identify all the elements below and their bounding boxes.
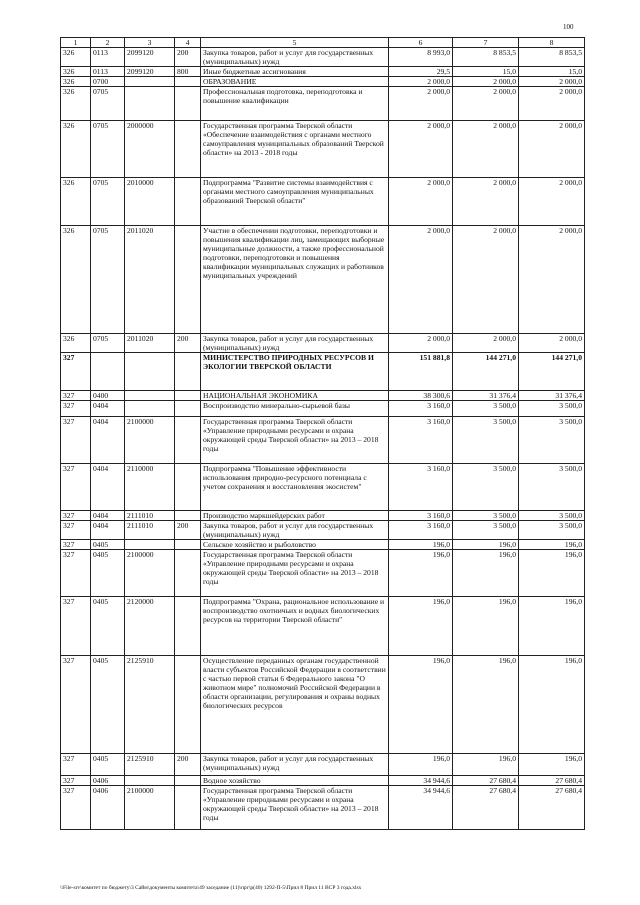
target-article-cell: 2120000: [125, 597, 175, 656]
ministry-code-cell: 327: [61, 417, 91, 464]
target-article-cell: 2100000: [125, 550, 175, 597]
section-code-cell: 0404: [91, 401, 125, 417]
ministry-code-cell: 326: [61, 67, 91, 77]
amount-year2-cell: 3 500,0: [453, 511, 519, 521]
amount-year2-cell: 8 853,5: [453, 48, 519, 67]
table-row: [61, 417, 585, 464]
ministry-code-cell: 327: [61, 353, 91, 391]
amount-year1-cell: 3 160,0: [389, 511, 453, 521]
target-article-cell: 2111010: [125, 511, 175, 521]
table-row: [61, 178, 585, 226]
amount-year3-cell: 27 680,4: [519, 786, 585, 830]
target-article-cell: [125, 77, 175, 87]
amount-year1-cell: 34 944,6: [389, 776, 453, 786]
table-row: [61, 786, 585, 830]
amount-year3-cell: 27 680,4: [519, 776, 585, 786]
amount-year3-cell: 196,0: [519, 550, 585, 597]
target-article-cell: 2110000: [125, 464, 175, 511]
amount-year3-cell: 2 000,0: [519, 77, 585, 87]
amount-year1-cell: 151 881,8: [389, 353, 453, 391]
table-row: [61, 391, 585, 401]
amount-year1-cell: 3 160,0: [389, 464, 453, 511]
amount-year3-cell: 196,0: [519, 754, 585, 776]
amount-year3-cell: 3 500,0: [519, 521, 585, 540]
amount-year3-cell: 2 000,0: [519, 178, 585, 226]
table-row: [61, 77, 585, 87]
description-cell: Участие в обеспечении подготовки, переподготовки и повышения квалификации лиц, замещающих выборные муниципальные должности, а также профессиональной подготовки, переподготовки и повышения квалификации муниципальных служащих и работников муниципальных учреждений: [201, 226, 389, 334]
section-code-cell: 0705: [91, 226, 125, 334]
target-article-cell: 2011020: [125, 334, 175, 353]
description-cell: Государственная программа Тверской области «Управление природными ресурсами и охрана окружающей среды Тверской области» на 2013 – 2018 годы: [201, 786, 389, 830]
amount-year1-cell: 3 160,0: [389, 417, 453, 464]
section-code-cell: 0404: [91, 464, 125, 511]
amount-year2-cell: 2 000,0: [453, 121, 519, 178]
section-code-cell: 0406: [91, 776, 125, 786]
section-code-cell: 0405: [91, 550, 125, 597]
amount-year1-cell: 38 300,6: [389, 391, 453, 401]
target-article-cell: [125, 401, 175, 417]
amount-year2-cell: 2 000,0: [453, 334, 519, 353]
amount-year3-cell: 8 853,5: [519, 48, 585, 67]
target-article-cell: 2125910: [125, 656, 175, 754]
table-row: [61, 464, 585, 511]
expense-type-cell: 200: [175, 754, 201, 776]
target-article-cell: 2100000: [125, 786, 175, 830]
ministry-code-cell: 327: [61, 550, 91, 597]
expense-type-cell: 800: [175, 67, 201, 77]
amount-year2-cell: 2 000,0: [453, 87, 519, 121]
expense-type-cell: [175, 178, 201, 226]
amount-year1-cell: 196,0: [389, 540, 453, 550]
description-cell: Осуществление переданных органам государственной власти субъектов Российской Федерации в соответствии с частью первой статьи 6 Федерального закона "О животном мире" полномочий Российской Федерации в области организации, регулирования и охраны водных биологических ресурсов: [201, 656, 389, 754]
amount-year1-cell: 2 000,0: [389, 87, 453, 121]
description-cell: Закупка товаров, работ и услуг для государственных (муниципальных) нужд: [201, 334, 389, 353]
section-code-cell: 0705: [91, 121, 125, 178]
description-cell: Сельское хозяйство и рыболовство: [201, 540, 389, 550]
amount-year1-cell: 34 944,6: [389, 786, 453, 830]
description-cell: Водное хозяйство: [201, 776, 389, 786]
section-code-cell: 0113: [91, 67, 125, 77]
ministry-code-cell: 327: [61, 597, 91, 656]
amount-year3-cell: 2 000,0: [519, 87, 585, 121]
section-code-cell: 0406: [91, 786, 125, 830]
expense-type-cell: [175, 226, 201, 334]
expense-type-cell: 200: [175, 334, 201, 353]
amount-year2-cell: 3 500,0: [453, 521, 519, 540]
amount-year1-cell: 8 993,0: [389, 48, 453, 67]
target-article-cell: 2099120: [125, 48, 175, 67]
expense-type-cell: [175, 597, 201, 656]
description-cell: Подпрограмма "Повышение эффективности использования природно-ресурсного потенциала с учетом сохранения и восстановления экосистем": [201, 464, 389, 511]
table-header-row: [61, 38, 585, 48]
target-article-cell: [125, 540, 175, 550]
amount-year1-cell: 196,0: [389, 754, 453, 776]
expense-type-cell: [175, 121, 201, 178]
ministry-code-cell: 327: [61, 540, 91, 550]
expense-type-cell: [175, 417, 201, 464]
amount-year2-cell: 144 271,0: [453, 353, 519, 391]
ministry-code-cell: 326: [61, 178, 91, 226]
amount-year1-cell: 3 160,0: [389, 521, 453, 540]
amount-year2-cell: 2 000,0: [453, 178, 519, 226]
amount-year2-cell: 27 680,4: [453, 776, 519, 786]
amount-year3-cell: 3 500,0: [519, 417, 585, 464]
amount-year1-cell: 2 000,0: [389, 226, 453, 334]
header-cell: 3: [125, 38, 175, 48]
amount-year2-cell: 3 500,0: [453, 417, 519, 464]
description-cell: Воспроизводство минерально-сырьевой базы: [201, 401, 389, 417]
expense-type-cell: [175, 464, 201, 511]
table-row: [61, 754, 585, 776]
expense-type-cell: [175, 391, 201, 401]
section-code-cell: 0404: [91, 511, 125, 521]
expense-type-cell: [175, 786, 201, 830]
file-path-footer: \\File-srv\комитет по бюджету\3 Сайм\документы комитета\49 заседание (11)\прг\р(40) 1292-П-5\Прил 8 Прил 11 ВСР 3 года.xlsx: [60, 885, 362, 891]
description-cell: Профессиональная подготовка, переподготовка и повышение квалификации: [201, 87, 389, 121]
amount-year2-cell: 15,0: [453, 67, 519, 77]
ministry-code-cell: 327: [61, 754, 91, 776]
header-cell: 1: [61, 38, 91, 48]
expense-type-cell: [175, 77, 201, 87]
section-code-cell: 0700: [91, 77, 125, 87]
amount-year1-cell: 29,5: [389, 67, 453, 77]
description-cell: ОБРАЗОВАНИЕ: [201, 77, 389, 87]
amount-year1-cell: 3 160,0: [389, 401, 453, 417]
amount-year3-cell: 196,0: [519, 597, 585, 656]
amount-year3-cell: 3 500,0: [519, 464, 585, 511]
header-cell: 6: [389, 38, 453, 48]
ministry-code-cell: 327: [61, 401, 91, 417]
expense-type-cell: 200: [175, 48, 201, 67]
amount-year1-cell: 2 000,0: [389, 77, 453, 87]
ministry-code-cell: 326: [61, 48, 91, 67]
section-code-cell: 0113: [91, 48, 125, 67]
expense-type-cell: [175, 540, 201, 550]
description-cell: Закупка товаров, работ и услуг для государственных (муниципальных) нужд: [201, 521, 389, 540]
table-row: [61, 353, 585, 391]
description-cell: МИНИСТЕРСТВО ПРИРОДНЫХ РЕСУРСОВ И ЭКОЛОГИИ ТВЕРСКОЙ ОБЛАСТИ: [201, 353, 389, 391]
expense-type-cell: [175, 776, 201, 786]
table-row: [61, 656, 585, 754]
amount-year3-cell: 196,0: [519, 540, 585, 550]
expense-type-cell: [175, 353, 201, 391]
description-cell: Государственная программа Тверской области «Управление природными ресурсами и охрана окружающей среды Тверской области» на 2013 – 2018 годы: [201, 550, 389, 597]
description-cell: Иные бюджетные ассигнования: [201, 67, 389, 77]
amount-year2-cell: 196,0: [453, 550, 519, 597]
description-cell: Подпрограмма "Развитие системы взаимодействия с органами местного самоуправления муниципальных образований Тверской области": [201, 178, 389, 226]
table-row: [61, 67, 585, 77]
amount-year3-cell: 196,0: [519, 656, 585, 754]
section-code-cell: 0705: [91, 334, 125, 353]
ministry-code-cell: 326: [61, 334, 91, 353]
description-cell: Государственная программа Тверской области «Обеспечение взаимодействия с органами местного самоуправления муниципальных образований Тверской области» на 2013 - 2018 годы: [201, 121, 389, 178]
target-article-cell: 2011020: [125, 226, 175, 334]
target-article-cell: 2000000: [125, 121, 175, 178]
table-row: [61, 121, 585, 178]
section-code-cell: 0404: [91, 521, 125, 540]
amount-year1-cell: 196,0: [389, 597, 453, 656]
expense-type-cell: 200: [175, 521, 201, 540]
header-cell: 7: [453, 38, 519, 48]
ministry-code-cell: 327: [61, 521, 91, 540]
amount-year2-cell: 31 376,4: [453, 391, 519, 401]
amount-year2-cell: 2 000,0: [453, 226, 519, 334]
amount-year1-cell: 2 000,0: [389, 178, 453, 226]
ministry-code-cell: 327: [61, 776, 91, 786]
amount-year3-cell: 144 271,0: [519, 353, 585, 391]
amount-year1-cell: 2 000,0: [389, 334, 453, 353]
table-row: [61, 401, 585, 417]
table-row: [61, 550, 585, 597]
description-cell: Подпрограмма "Охрана, рациональное использование и воспроизводство охотничьих и водных биологических ресурсов на территории Тверской области": [201, 597, 389, 656]
ministry-code-cell: 326: [61, 226, 91, 334]
section-code-cell: 0405: [91, 656, 125, 754]
description-cell: Закупка товаров, работ и услуг для государственных (муниципальных) нужд: [201, 48, 389, 67]
target-article-cell: [125, 391, 175, 401]
amount-year1-cell: 196,0: [389, 656, 453, 754]
section-code-cell: [91, 353, 125, 391]
amount-year2-cell: 196,0: [453, 597, 519, 656]
target-article-cell: 2010000: [125, 178, 175, 226]
table-row: [61, 511, 585, 521]
table-row: [61, 87, 585, 121]
description-cell: Производство маркшейдерских работ: [201, 511, 389, 521]
amount-year2-cell: 196,0: [453, 656, 519, 754]
expense-type-cell: [175, 511, 201, 521]
section-code-cell: 0400: [91, 391, 125, 401]
table-row: [61, 776, 585, 786]
amount-year1-cell: 196,0: [389, 550, 453, 597]
ministry-code-cell: 326: [61, 87, 91, 121]
amount-year3-cell: 31 376,4: [519, 391, 585, 401]
table-row: [61, 48, 585, 67]
target-article-cell: 2111010: [125, 521, 175, 540]
target-article-cell: [125, 776, 175, 786]
amount-year3-cell: 15,0: [519, 67, 585, 77]
description-cell: НАЦИОНАЛЬНАЯ ЭКОНОМИКА: [201, 391, 389, 401]
amount-year2-cell: 27 680,4: [453, 786, 519, 830]
section-code-cell: 0405: [91, 754, 125, 776]
page-number: 100: [563, 23, 574, 31]
section-code-cell: 0705: [91, 178, 125, 226]
amount-year3-cell: 3 500,0: [519, 401, 585, 417]
ministry-code-cell: 326: [61, 77, 91, 87]
amount-year2-cell: 196,0: [453, 754, 519, 776]
budget-table: [60, 37, 585, 830]
amount-year3-cell: 2 000,0: [519, 226, 585, 334]
section-code-cell: 0405: [91, 597, 125, 656]
section-code-cell: 0705: [91, 87, 125, 121]
target-article-cell: 2100000: [125, 417, 175, 464]
target-article-cell: 2099120: [125, 67, 175, 77]
ministry-code-cell: 326: [61, 121, 91, 178]
description-cell: Закупка товаров, работ и услуг для государственных (муниципальных) нужд: [201, 754, 389, 776]
ministry-code-cell: 327: [61, 656, 91, 754]
section-code-cell: 0404: [91, 417, 125, 464]
amount-year3-cell: 2 000,0: [519, 334, 585, 353]
ministry-code-cell: 327: [61, 464, 91, 511]
ministry-code-cell: 327: [61, 511, 91, 521]
description-cell: Государственная программа Тверской области «Управление природными ресурсами и охрана окружающей среды Тверской области» на 2013 – 2018 годы: [201, 417, 389, 464]
section-code-cell: 0405: [91, 540, 125, 550]
header-cell: 4: [175, 38, 201, 48]
table-row: [61, 540, 585, 550]
amount-year2-cell: 196,0: [453, 540, 519, 550]
target-article-cell: [125, 353, 175, 391]
header-cell: 2: [91, 38, 125, 48]
table-row: [61, 334, 585, 353]
ministry-code-cell: 327: [61, 391, 91, 401]
amount-year3-cell: 2 000,0: [519, 121, 585, 178]
header-cell: 8: [519, 38, 585, 48]
ministry-code-cell: 327: [61, 786, 91, 830]
table-row: [61, 521, 585, 540]
amount-year3-cell: 3 500,0: [519, 511, 585, 521]
expense-type-cell: [175, 550, 201, 597]
amount-year1-cell: 2 000,0: [389, 121, 453, 178]
expense-type-cell: [175, 401, 201, 417]
amount-year2-cell: 3 500,0: [453, 401, 519, 417]
amount-year2-cell: 3 500,0: [453, 464, 519, 511]
target-article-cell: 2125910: [125, 754, 175, 776]
header-cell: 5: [201, 38, 389, 48]
amount-year2-cell: 2 000,0: [453, 77, 519, 87]
table-row: [61, 226, 585, 334]
expense-type-cell: [175, 656, 201, 754]
expense-type-cell: [175, 87, 201, 121]
table-row: [61, 597, 585, 656]
target-article-cell: [125, 87, 175, 121]
